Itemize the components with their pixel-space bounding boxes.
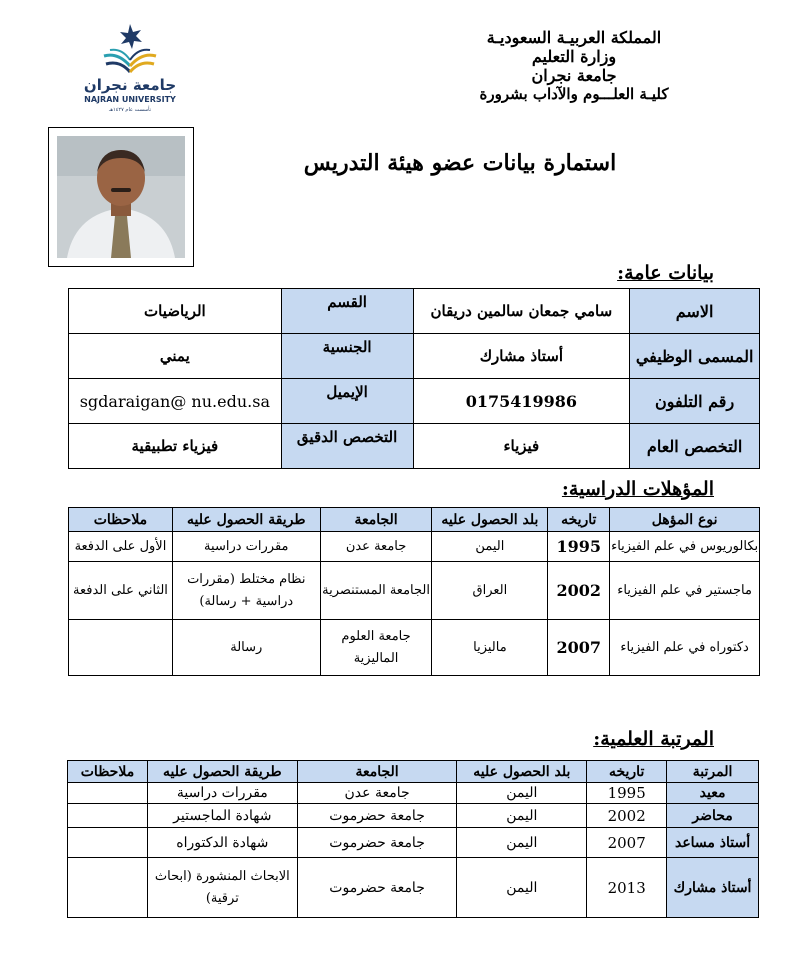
nationality-label: الجنسية [281, 334, 413, 379]
kingdom-name: المملكة العربيـة السعوديـة [486, 28, 662, 47]
table-row [69, 532, 760, 562]
name-value: سامي جمعان سالمين دريقان [413, 289, 630, 334]
nationality-value: يمني [69, 334, 282, 379]
fine-spec-value: فيزياء تطبيقية [69, 424, 282, 469]
col-header: تاريخه [587, 761, 667, 783]
phone-label: رقم التلفون [630, 379, 760, 424]
rank-name: أستاذ مساعد [667, 828, 759, 858]
qual-type: بكالوريوس في علم الفيزياء [610, 532, 760, 562]
table-row [69, 562, 760, 620]
job-label: المسمى الوظيفي [630, 334, 760, 379]
rank-year: 2007 [587, 828, 667, 858]
rank-notes [68, 804, 148, 828]
table-row [69, 289, 760, 334]
rank-university: جامعة حضرموت [297, 804, 457, 828]
qual-country: العراق [432, 562, 548, 620]
rank-name: محاضر [667, 804, 759, 828]
col-header: بلد الحصول عليه [457, 761, 587, 783]
qual-method: مقررات دراسية [172, 532, 320, 562]
rank-method: شهادة الماجستير [147, 804, 297, 828]
col-header: ملاحظات [68, 761, 148, 783]
job-value: أستاذ مشارك [413, 334, 630, 379]
dept-value: الرياضيات [69, 289, 282, 334]
table-header-row [68, 761, 759, 783]
university-name: جامعة نجران [531, 66, 617, 85]
qual-year: 1995 [548, 532, 610, 562]
rank-name: أستاذ مشارك [667, 858, 759, 918]
rank-country: اليمن [457, 804, 587, 828]
rank-university: جامعة حضرموت [297, 828, 457, 858]
col-header: الجامعة [297, 761, 457, 783]
rank-notes [68, 828, 148, 858]
general-info-table [68, 288, 760, 469]
rank-table [67, 760, 759, 918]
rank-method: مقررات دراسية [147, 783, 297, 804]
dept-label: القسم [281, 289, 413, 334]
phone-value: 0175419986 [413, 379, 630, 424]
qualifications-title: المؤهلات الدراسية: [561, 478, 714, 500]
email-label: الإيميل [281, 379, 413, 424]
ministry-name: وزارة التعليم [531, 47, 617, 66]
logo-arabic-name: جامعة نجران [83, 76, 177, 94]
col-header: نوع المؤهل [610, 508, 760, 532]
qual-type: ماجستير في علم الفيزياء [610, 562, 760, 620]
qual-notes [69, 620, 173, 676]
col-header: تاريخه [548, 508, 610, 532]
form-title: استمارة بيانات عضو هيئة التدريس [303, 150, 617, 176]
qual-university: جامعة عدن [320, 532, 432, 562]
organization-header [424, 28, 724, 104]
rank-country: اليمن [457, 828, 587, 858]
col-header: المرتبة [667, 761, 759, 783]
table-row [68, 828, 759, 858]
qual-country: اليمن [432, 532, 548, 562]
qual-method: نظام مختلط (مقررات دراسية + رسالة) [172, 562, 320, 620]
table-row [69, 424, 760, 469]
rank-method: شهادة الدكتوراه [147, 828, 297, 858]
table-header-row [69, 508, 760, 532]
qual-notes: الثاني على الدفعة [69, 562, 173, 620]
qual-country: ماليزيا [432, 620, 548, 676]
rank-notes [68, 858, 148, 918]
logo-established: تأسست عام ١٤٢٧هـ [108, 107, 152, 113]
qual-notes: الأول على الدفعة [69, 532, 173, 562]
najran-emblem-icon [83, 22, 192, 118]
rank-country: اليمن [457, 858, 587, 918]
rank-university: جامعة حضرموت [297, 858, 457, 918]
table-row [69, 620, 760, 676]
rank-university: جامعة عدن [297, 783, 457, 804]
table-row [69, 334, 760, 379]
table-row [69, 379, 760, 424]
portrait-image [57, 136, 185, 258]
logo-english-name: NAJRAN UNIVERSITY [84, 95, 176, 104]
name-label: الاسم [630, 289, 760, 334]
table-row [68, 858, 759, 918]
qualifications-table [68, 507, 760, 676]
table-row [68, 783, 759, 804]
college-name: كليـة العلـــوم والآداب بشرورة [479, 85, 669, 103]
qual-university: الجامعة المستنصرية [320, 562, 432, 620]
general-info-title: بيانات عامة: [617, 262, 714, 284]
qual-method: رسالة [172, 620, 320, 676]
rank-method: الابحاث المنشورة (ابحاث ترقية) [147, 858, 297, 918]
general-spec-value: فيزياء [413, 424, 630, 469]
rank-year: 2002 [587, 804, 667, 828]
col-header: طريقة الحصول عليه [147, 761, 297, 783]
rank-country: اليمن [457, 783, 587, 804]
rank-notes [68, 783, 148, 804]
email-value: sgdaraigan@ nu.edu.sa [69, 379, 282, 424]
qual-year: 2007 [548, 620, 610, 676]
col-header: بلد الحصول عليه [432, 508, 548, 532]
rank-title: المرتبة العلمية: [593, 728, 714, 750]
qual-year: 2002 [548, 562, 610, 620]
university-logo [83, 22, 192, 118]
table-row [68, 804, 759, 828]
fine-spec-label: التخصص الدقيق [281, 424, 413, 469]
rank-name: معيد [667, 783, 759, 804]
general-spec-label: التخصص العام [630, 424, 760, 469]
qual-type: دكتوراه في علم الفيزياء [610, 620, 760, 676]
col-header: الجامعة [320, 508, 432, 532]
rank-year: 1995 [587, 783, 667, 804]
faculty-photo [48, 127, 194, 267]
qual-university: جامعة العلوم الماليزية [320, 620, 432, 676]
rank-year: 2013 [587, 858, 667, 918]
col-header: ملاحظات [69, 508, 173, 532]
col-header: طريقة الحصول عليه [172, 508, 320, 532]
